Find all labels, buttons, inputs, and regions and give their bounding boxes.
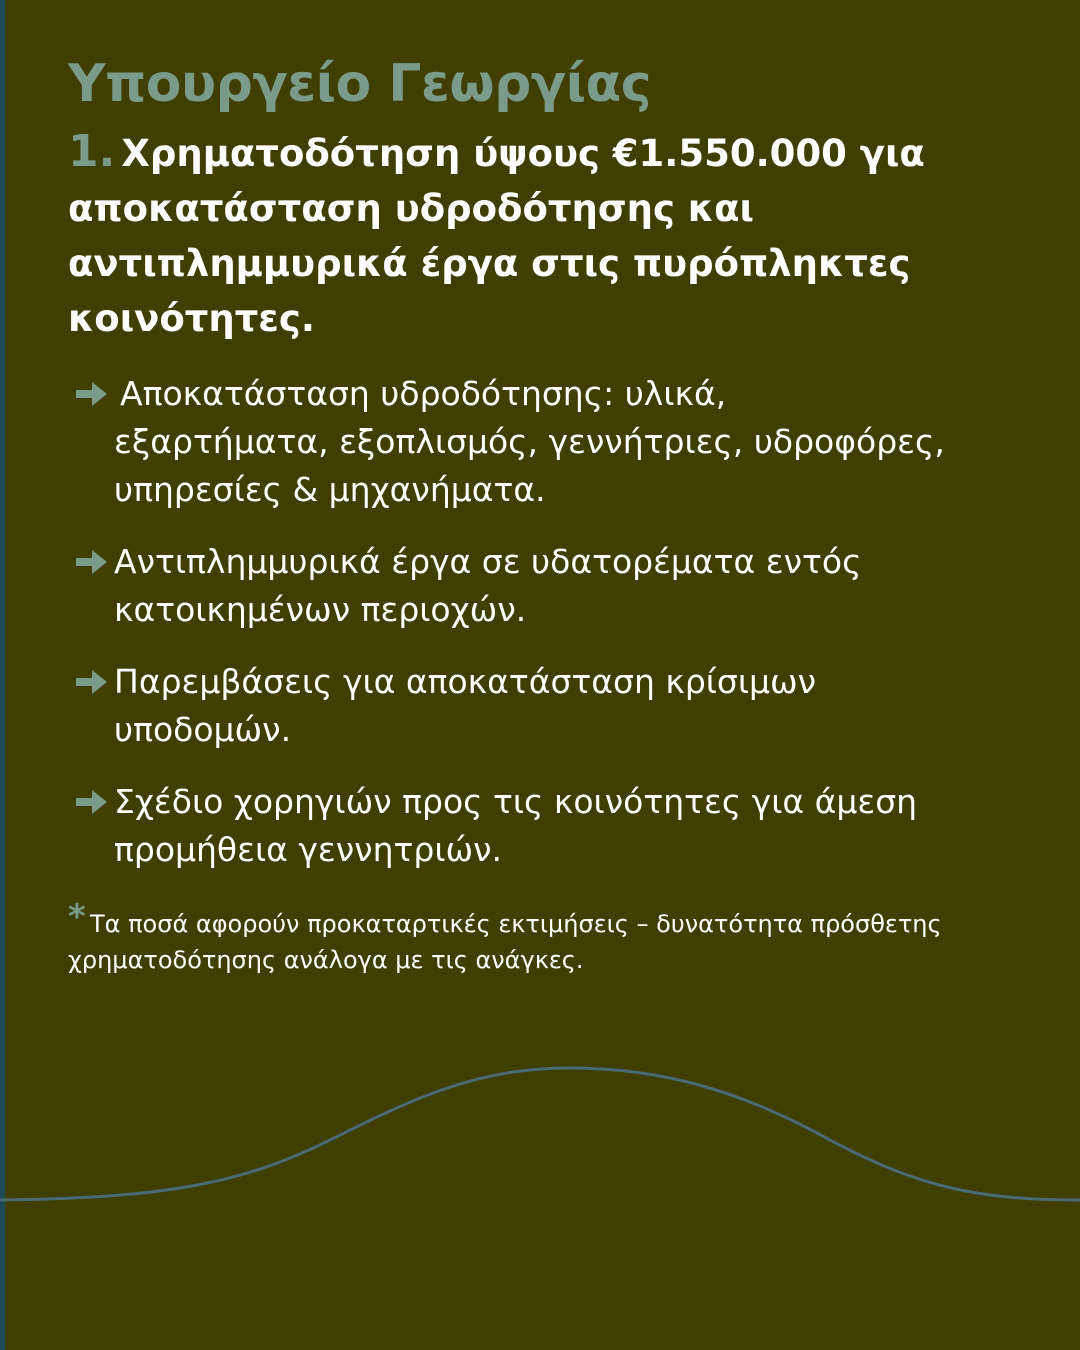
bullet-text: Παρεμβάσεις για αποκατάσταση κρίσιμων υποδομών. [114, 662, 817, 749]
bullet-text-line1: Αποκατάσταση υδροδότησης: υλικά, [120, 374, 727, 413]
bullet-item [74, 370, 974, 514]
bullet-item [74, 778, 974, 874]
arrow-right-icon [74, 379, 110, 409]
asterisk-icon: * [68, 897, 86, 937]
bullet-text: Αντιπλημμυρικά έργα σε υδατορέματα εντός κατοικημένων περιοχών. [114, 542, 862, 629]
section-number: 1. [68, 126, 116, 177]
arrow-right-icon [74, 787, 110, 817]
bullet-text-rest: εξαρτήματα, εξοπλισμός, γεννήτριες, υδροφόρες, υπηρεσίες & μηχανήματα. [114, 422, 945, 509]
arrow-right-icon [74, 667, 110, 697]
footnote [68, 897, 1028, 978]
bullet-item [74, 538, 974, 634]
bullet-text [74, 370, 974, 514]
footnote-text: Τα ποσά αφορούν προκαταρτικές εκτιμήσεις – δυνατότητα πρόσθετης χρηματοδότησης ανάλογα με τις ανάγκες. [68, 910, 942, 974]
bullet-text: Σχέδιο χορηγιών προς τις κοινότητες για άμεση προμήθεια γεννητριών. [114, 782, 918, 869]
bullet-item [74, 658, 974, 754]
ministry-title: Υπουργείο Γεωργίας [68, 54, 652, 114]
section-heading-text: Χρηματοδότηση ύψους €1.550.000 για αποκατάσταση υδροδότησης και αντιπλημμυρικά έργα στις πυρόπληκτες κοινότητες. [68, 132, 925, 340]
wave-curve-decoration [0, 1050, 1080, 1230]
section-heading [68, 124, 1008, 346]
arrow-right-icon [74, 547, 110, 577]
